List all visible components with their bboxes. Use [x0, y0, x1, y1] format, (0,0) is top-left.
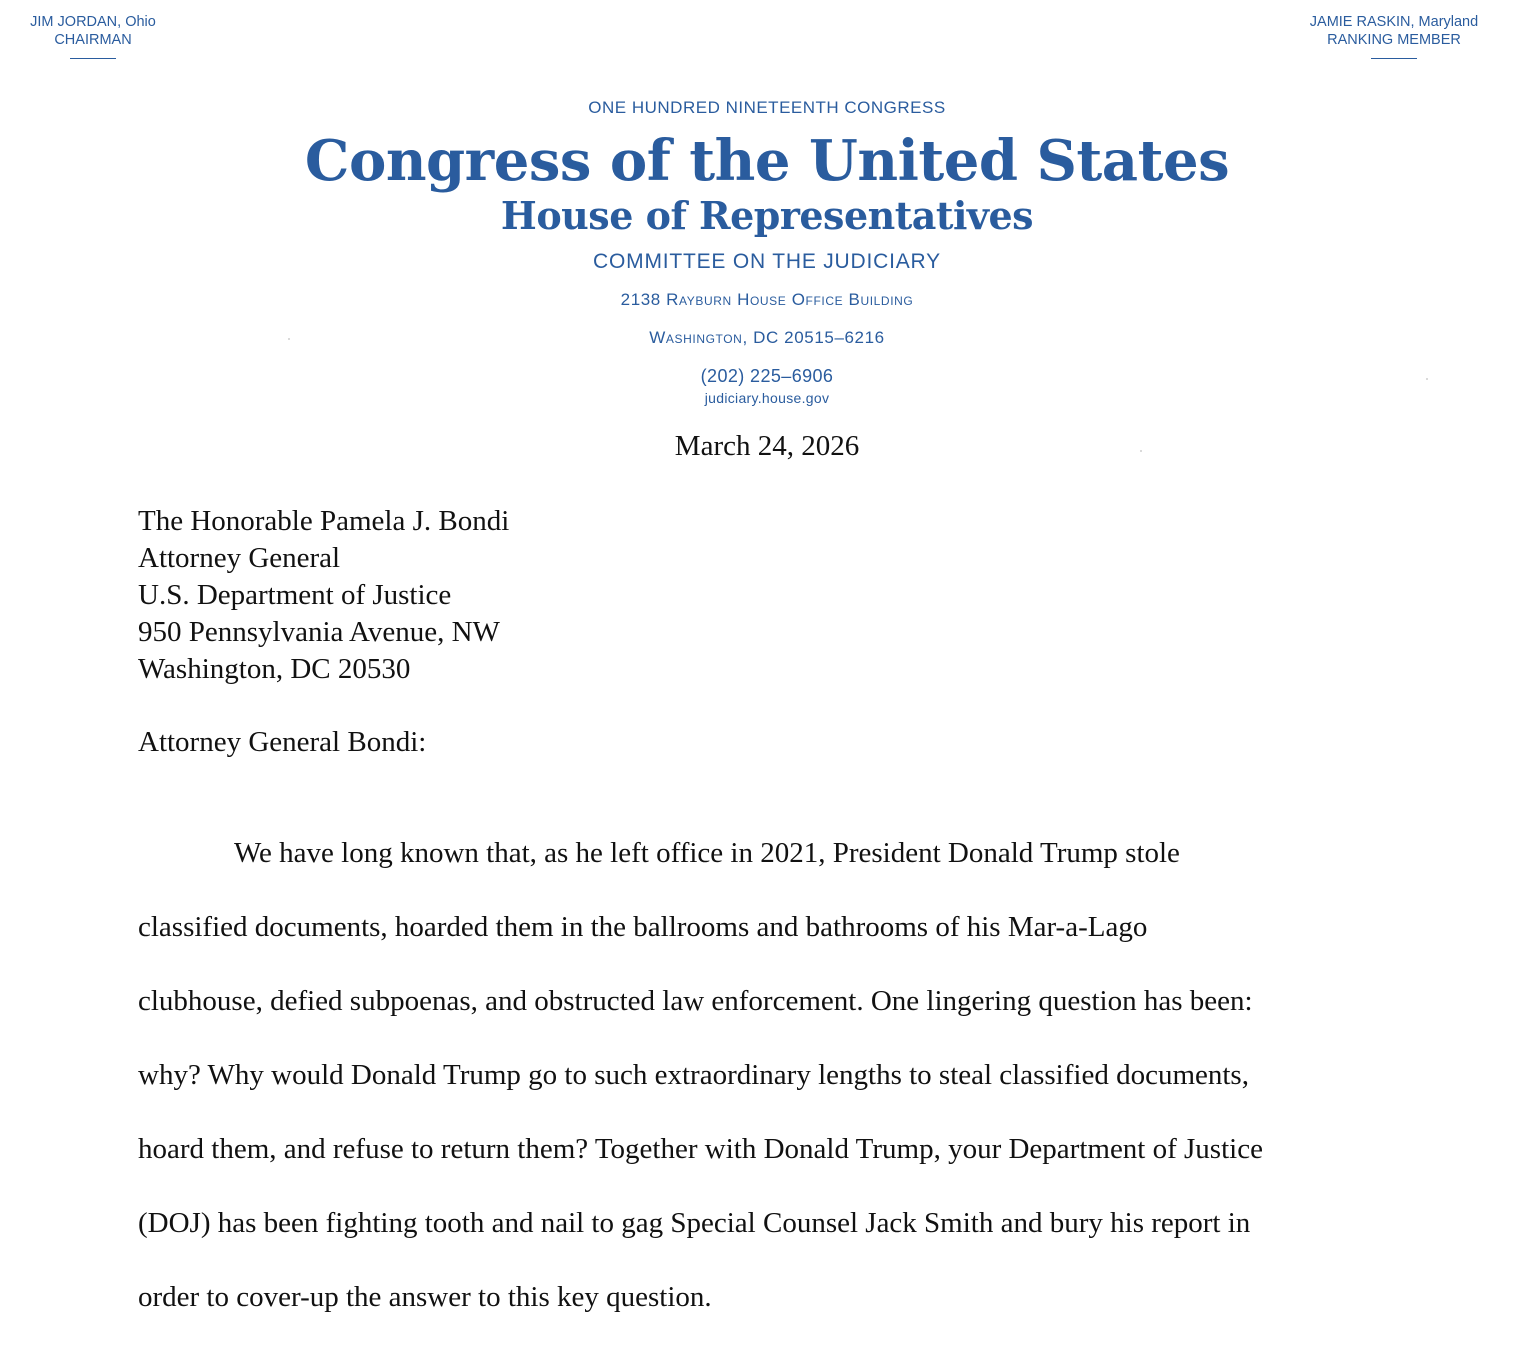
- scan-speck: [288, 338, 290, 340]
- chairman-name: JIM JORDAN, Ohio: [30, 14, 156, 30]
- phone-number: (202) 225–6906: [700, 366, 834, 386]
- ranking-divider: [1371, 58, 1417, 59]
- recipient-address: [138, 503, 509, 688]
- ranking-member-name: JAMIE RASKIN, Maryland: [1309, 14, 1479, 30]
- recipient-line: U.S. Department of Justice: [138, 579, 452, 611]
- chairman-block: [18, 13, 168, 59]
- ranking-member-block: [1282, 13, 1506, 59]
- body-line: (DOJ) has been fighting tooth and nail to gag Special Counsel Jack Smith and bury his report in: [138, 1207, 1251, 1239]
- chairman-divider: [70, 58, 116, 59]
- website: judiciary.house.gov: [704, 390, 830, 406]
- body-line: why? Why would Donald Trump go to such extraordinary lengths to steal classified documents,: [138, 1059, 1249, 1091]
- chairman-title: CHAIRMAN: [54, 32, 132, 48]
- committee-name: COMMITTEE ON THE JUDICIARY: [593, 250, 941, 273]
- address-line-1: 2138 Rayburn House Office Building: [620, 290, 914, 309]
- recipient-line: 950 Pennsylvania Avenue, NW: [138, 616, 500, 648]
- scan-speck: [1426, 378, 1428, 380]
- body-line: order to cover-up the answer to this key question.: [138, 1281, 712, 1313]
- congress-title: Congress of the United States: [304, 128, 1230, 194]
- body-line: classified documents, hoarded them in the ballrooms and bathrooms of his Mar-a-Lago: [138, 911, 1148, 943]
- salutation: Attorney General Bondi:: [138, 726, 427, 758]
- body-line: clubhouse, defied subpoenas, and obstructed law enforcement. One lingering question has been:: [138, 985, 1253, 1017]
- recipient-line: The Honorable Pamela J. Bondi: [138, 505, 510, 537]
- house-title: House of Representatives: [500, 193, 1034, 238]
- scan-speck: [1140, 450, 1142, 452]
- recipient-line: Washington, DC 20530: [138, 653, 411, 685]
- body-line: We have long known that, as he left office in 2021, President Donald Trump stole: [234, 837, 1180, 869]
- body-line: hoard them, and refuse to return them? Together with Donald Trump, your Department of Justice: [138, 1133, 1263, 1165]
- body-paragraph: [138, 798, 1408, 1353]
- letter-date: March 24, 2026: [674, 430, 860, 462]
- address-line-2: Washington, DC 20515–6216: [649, 328, 885, 347]
- recipient-line: Attorney General: [138, 542, 341, 574]
- congress-number: ONE HUNDRED NINETEENTH CONGRESS: [588, 98, 946, 117]
- ranking-member-title: RANKING MEMBER: [1327, 32, 1461, 48]
